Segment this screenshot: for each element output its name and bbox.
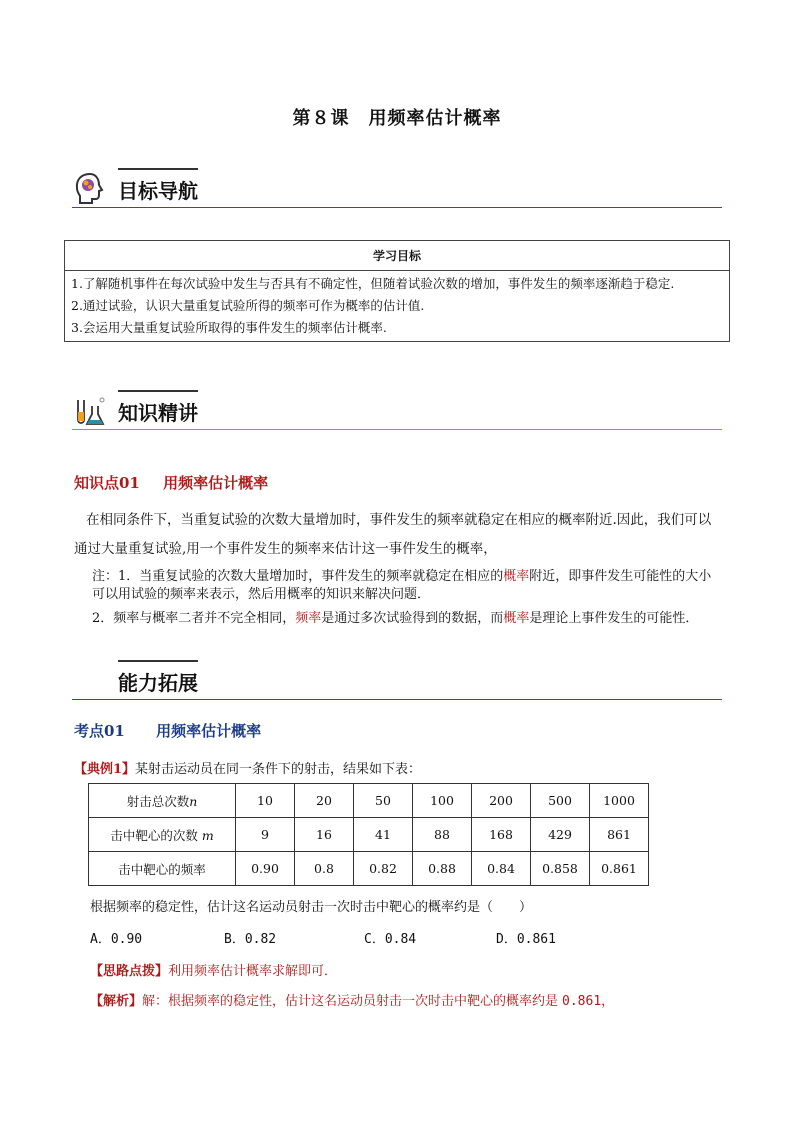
table-cell: 16 — [295, 818, 354, 852]
knowledge-point-label: 知识点01 — [74, 474, 140, 492]
table-cell: 1000 — [590, 784, 649, 818]
section-knowledge — [72, 390, 722, 430]
table-row — [89, 784, 649, 818]
table-cell: 100 — [413, 784, 472, 818]
table-cell: 0.88 — [413, 852, 472, 886]
knowledge-note-2 — [92, 610, 724, 628]
note-text: 注：1．当重复试验的次数大量增加时，事件发生的频率就稳定在相应的 — [92, 569, 504, 584]
choice-a: A．0.90 — [90, 932, 143, 947]
table-cell: 50 — [354, 784, 413, 818]
table-cell: 0.82 — [354, 852, 413, 886]
table-row — [89, 852, 649, 886]
highlight-probability: 概率 — [503, 611, 530, 626]
table-cell: 0.84 — [472, 852, 531, 886]
goal-item: 1.了解随机事件在每次试验中发生与否具有不确定性，但随着试验次数的增加，事件发生的频率逐渐趋于稳定. — [71, 276, 675, 291]
row-header-text: 射击总次数 — [126, 793, 190, 809]
knowledge-point-title: 用频率估计概率 — [163, 474, 269, 492]
section-goal-nav — [72, 168, 722, 208]
goal-item: 3.会运用大量重复试验所取得的事件发生的频率估计概率. — [71, 320, 387, 335]
table-cell: 41 — [354, 818, 413, 852]
hint-line — [90, 960, 337, 979]
table-cell: 0.858 — [531, 852, 590, 886]
section-label: 能力拓展 — [118, 671, 198, 695]
table-cell: 861 — [590, 818, 649, 852]
knowledge-paragraph: 在相同条件下，当重复试验的次数大量增加时，事件发生的频率就稳定在相应的概率附近.因此，我们可以通过大量重复试验,用一个事件发生的频率来估计这一事件发生的概率， — [74, 512, 712, 557]
section-top-line — [118, 390, 198, 392]
table-cell: 20 — [295, 784, 354, 818]
exam-point-heading — [74, 720, 261, 741]
example-tag: 【典例1】 — [74, 762, 136, 777]
table-cell: 10 — [236, 784, 295, 818]
section-label: 知识精讲 — [118, 401, 198, 425]
section-ability — [72, 660, 722, 700]
row-header-text: 击中靶心的频率 — [118, 861, 206, 877]
row-header — [89, 852, 236, 886]
row-header — [89, 784, 236, 818]
table-cell: 0.8 — [295, 852, 354, 886]
example-intro-text: 某射击运动员在同一条件下的射击，结果如下表： — [135, 762, 422, 777]
row-variable: n — [189, 793, 198, 809]
choice-d: D．0.861 — [496, 932, 556, 947]
question-text: 根据频率的稳定性，估计这名运动员射击一次时击中靶心的概率约是（ ） — [90, 900, 533, 915]
table-cell: 200 — [472, 784, 531, 818]
exam-point-label: 考点01 — [74, 722, 125, 740]
section-divider — [72, 429, 722, 431]
table-cell: 9 — [236, 818, 295, 852]
note-text: 2．频率与概率二者并不完全相同， — [92, 611, 296, 626]
section-top-line — [118, 660, 198, 662]
note-text: 附近，即事件发生可能性的大小可以用试验的频率来表示，然后用概率的知识来解决问题． — [92, 569, 712, 602]
table-cell: 429 — [531, 818, 590, 852]
results-table — [88, 783, 649, 886]
table-cell: 0.90 — [236, 852, 295, 886]
goals-header: 学习目标 — [65, 241, 729, 271]
row-header — [89, 818, 236, 852]
section-divider — [72, 699, 722, 701]
hint-text: 利用频率估计概率求解即可． — [168, 964, 338, 979]
section-label: 目标导航 — [118, 179, 198, 203]
knowledge-point-heading — [74, 472, 268, 493]
analysis-tag: 【解析】 — [90, 994, 143, 1009]
analysis-end: ， — [601, 994, 615, 1009]
table-cell: 500 — [531, 784, 590, 818]
highlight-frequency: 频率 — [295, 611, 322, 626]
knowledge-note-1 — [92, 568, 724, 604]
learning-goals-box — [64, 240, 730, 342]
table-cell: 168 — [472, 818, 531, 852]
table-row — [89, 818, 649, 852]
table-cell: 88 — [413, 818, 472, 852]
section-divider — [72, 207, 722, 209]
choice-c: C．0.84 — [364, 932, 417, 947]
exam-point-title: 用频率估计概率 — [156, 722, 262, 740]
brain-head-icon — [72, 170, 108, 206]
lab-flask-icon — [72, 392, 108, 428]
goal-item: 2.通过试验，认识大量重复试验所得的频率可作为概率的估计值. — [71, 298, 425, 313]
choice-b: B．0.82 — [224, 932, 277, 947]
table-cell: 0.861 — [590, 852, 649, 886]
note-text: 是通过多次试验得到的数据，而 — [321, 611, 504, 626]
highlight-probability: 概率 — [503, 569, 530, 584]
page-title: 第８课 用频率估计概率 — [292, 108, 502, 129]
analysis-line — [90, 990, 730, 1009]
row-header-text: 击中靶心的次数 — [110, 827, 198, 843]
section-top-line — [118, 168, 198, 170]
note-text: 是理论上事件发生的可能性． — [529, 611, 699, 626]
row-variable: m — [201, 827, 214, 843]
analysis-text: 解：根据频率的稳定性，估计这名运动员射击一次时击中靶心的概率约是 — [142, 994, 559, 1009]
analysis-value: 0.861 — [562, 994, 602, 1009]
example-intro — [74, 758, 421, 777]
hint-tag: 【思路点拨】 — [90, 964, 169, 979]
